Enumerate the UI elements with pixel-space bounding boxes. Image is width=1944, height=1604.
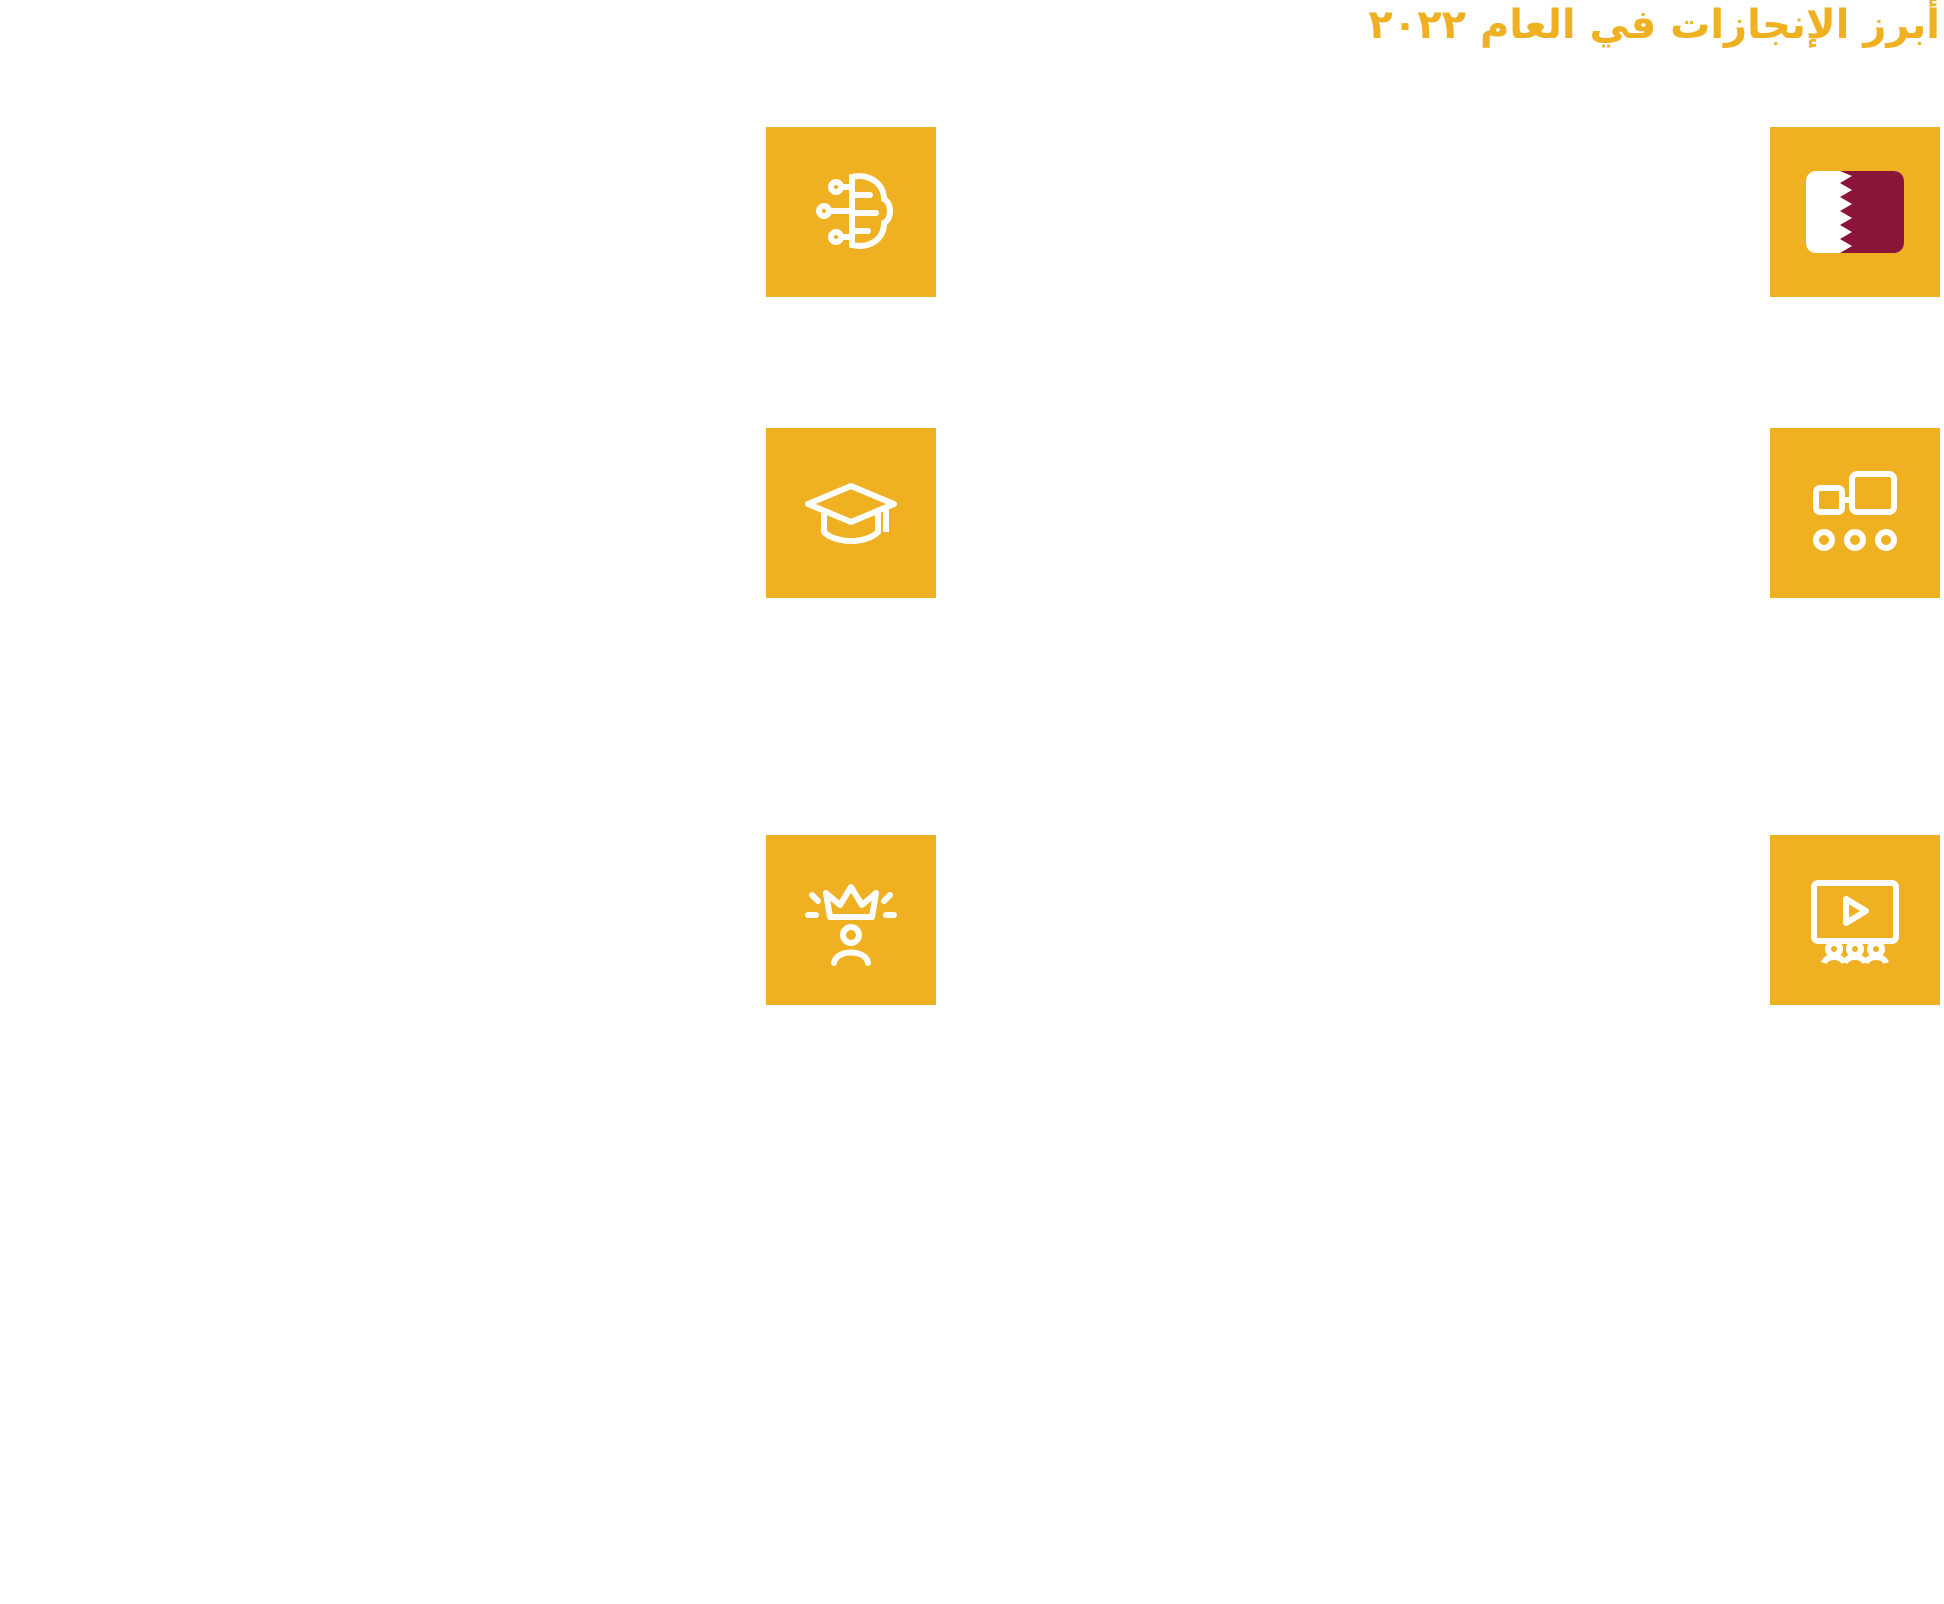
video-learning-icon xyxy=(1800,865,1910,975)
leadership-icon-box xyxy=(766,835,936,1005)
brain-circuit-icon xyxy=(796,157,906,267)
qatar-flag-icon xyxy=(1800,157,1910,267)
graduation-cap-icon xyxy=(796,458,906,568)
knowledge-exchange-icon xyxy=(1800,458,1910,568)
succession-icon-box xyxy=(766,127,936,297)
graduates-icon-box xyxy=(766,428,936,598)
leader-crown-icon xyxy=(796,865,906,975)
knowledge-icon-box xyxy=(1770,428,1940,598)
academy-icon-box xyxy=(1770,835,1940,1005)
page-title: أبرز الإنجازات في العام ٢٠٢٢ xyxy=(1368,2,1940,48)
award-icon-box xyxy=(1770,127,1940,297)
